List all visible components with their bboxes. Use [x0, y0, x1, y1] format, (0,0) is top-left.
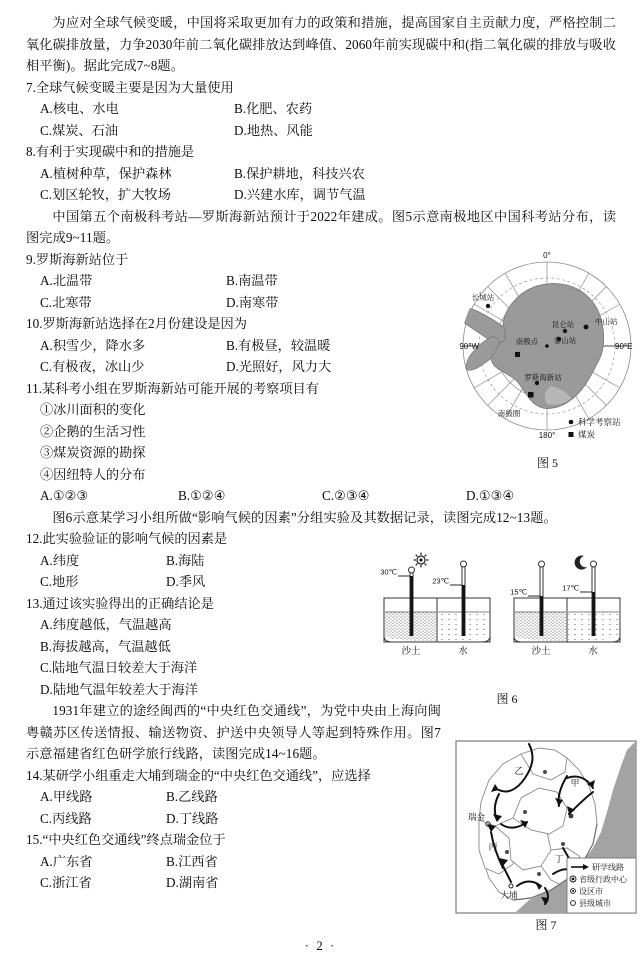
- fig7-legend-label-route: 研学线路: [592, 863, 624, 872]
- q12-option-c[interactable]: C.地形: [40, 574, 79, 589]
- question-10-stem: 10.罗斯海新站选择在2月份建设是因为: [26, 316, 247, 331]
- fig6-group-night: [510, 556, 620, 657]
- fig7-legend-label-county: 县级城市: [579, 899, 611, 908]
- fig7-route-label-bing: 丙: [488, 842, 498, 852]
- station-dot-kunlun: [563, 329, 567, 333]
- q15-option-b[interactable]: B.江西省: [166, 853, 218, 869]
- q15-option-d[interactable]: D.湖南省: [166, 875, 219, 890]
- q14-option-a[interactable]: A.甲线路: [40, 789, 93, 804]
- q11-option-d[interactable]: D.①③④: [466, 488, 515, 503]
- fig7-route-label-ding: 丁: [554, 854, 564, 864]
- q12-option-a[interactable]: A.纬度: [40, 552, 80, 568]
- passage-experiment: 图6示意某学习小组所做“影响气候的因素”分组实验及其数据记录，读图完成12~13题。: [52, 509, 557, 525]
- q9-option-d[interactable]: D.南寒带: [226, 294, 279, 310]
- fig6-temp-water-day: 23℃: [432, 576, 449, 586]
- fig6-material-label-water-night: 水: [588, 647, 598, 657]
- question-8-options-row-1: [26, 163, 616, 185]
- page-number: · 2 ·: [304, 938, 337, 953]
- station-dot-changcheng: [486, 304, 490, 308]
- fig6-temp-sand-day: 30℃: [380, 567, 397, 577]
- fig5-station-label-zhongshan: 中山站: [595, 317, 618, 326]
- q15-option-a[interactable]: A.广东省: [40, 853, 93, 869]
- q13-option-b[interactable]: B.海拔越高，气温越低: [40, 638, 171, 654]
- fig5-legend: [569, 417, 622, 440]
- question-8-stem: 8.有利于实现碳中和的措施是: [26, 144, 195, 159]
- q10-option-a[interactable]: A.积雪少，降水多: [40, 337, 146, 353]
- passage-redline: 1931年建立的途经闽西的“中央红色交通线”，为党中央由上海向闽粤赣苏区传送情报、输送物资、护送中央领导人等起到特殊作用。图7示意福建省红色研学旅行线路，读图完成14~16题。: [26, 703, 441, 761]
- question-14-options-row-2: [26, 808, 455, 830]
- question-7-options-row-2: [26, 120, 616, 142]
- q11-option-a[interactable]: A.①②③: [40, 488, 89, 503]
- fig7-legend-label-prefecture: 设区市: [579, 887, 603, 896]
- fig5-station-label-rosssea: 罗斯海新站: [524, 373, 562, 382]
- figure-7-fujian-map: [455, 740, 637, 940]
- fig6-material-label-sand-night: 沙土: [531, 647, 551, 657]
- question-12-stem: 12.此实验验证的影响气候的因素是: [26, 531, 228, 546]
- q9-option-a[interactable]: A.北温带: [40, 273, 93, 288]
- figure-5-caption: 图 5: [536, 456, 558, 470]
- coal-marker-1: [515, 352, 520, 357]
- fig5-legend-label-coal: 煤炭: [578, 429, 596, 440]
- figure-6-experiment: [378, 552, 636, 712]
- fig7-city-label-dabu: 大埔: [500, 890, 518, 900]
- fig5-label-south-pole: 南极点: [515, 337, 539, 346]
- fig5-station-label-changcheng: 长城站: [471, 293, 495, 302]
- fig7-legend: [567, 858, 636, 913]
- fig5-label-top-meridian: 0°: [543, 251, 551, 260]
- question-9-options-row-1: [26, 270, 460, 292]
- legend-square-icon: [569, 432, 574, 437]
- question-15-options-row-1: [26, 851, 455, 873]
- figure-6-svg: [378, 552, 636, 688]
- fig7-route-label-yi: 乙: [514, 766, 524, 776]
- fig6-temp-water-night: 17℃: [562, 583, 579, 593]
- q11-option-b[interactable]: B.①②④: [178, 488, 226, 503]
- question-7-stem: 7.全球气候变暖主要是因为大量使用: [26, 79, 234, 95]
- sun-icon: [414, 553, 429, 568]
- question-14-stem: 14.某研学小组重走大埔到瑞金的“中央红色交通线”，应选择: [26, 767, 371, 783]
- fig6-temp-sand-night: 15℃: [510, 587, 527, 597]
- question-8-options-row-2: [26, 184, 616, 206]
- q8-option-d[interactable]: D.兴建水库，调节气温: [234, 187, 366, 202]
- fig5-label-right-meridian: 90°E: [615, 342, 633, 351]
- q8-option-a[interactable]: A.植树种草，保护森林: [40, 165, 172, 181]
- q8-option-b[interactable]: B.保护耕地，科技兴农: [234, 165, 365, 181]
- fig5-label-left-meridian: 90°W: [459, 342, 479, 351]
- question-7-options-row-1: [26, 98, 616, 120]
- city-dot-5: [505, 850, 509, 854]
- passage-climate: 为应对全球气候变暖，中国将采取更加有力的政策和措施，提高国家自主贡献力度，严格控制二氧化碳排放量，力争2030年前二氧化碳排放达到峰值、2060年前实现碳中和(指二氧化碳的排放与吸收相平衡)。据此完成7~8题。: [26, 15, 616, 73]
- question-9-options-row-2: [26, 292, 460, 314]
- question-11-options-row: [26, 485, 616, 507]
- q13-option-d[interactable]: D.陆地气温年较差大于海洋: [40, 681, 198, 697]
- passage-antarctic: 中国第五个南极科考站—罗斯海新站预计于2022年建成。图5示意南极地区中国科考站分布，读图完成9~11题。: [26, 208, 616, 245]
- fig5-legend-label-station: 科学考察站: [578, 417, 621, 427]
- figure-5-antarctic-map: [455, 236, 640, 471]
- question-10-options-row-2: [26, 356, 460, 378]
- moon-icon: [575, 556, 587, 570]
- q14-option-b[interactable]: B.乙线路: [166, 789, 218, 804]
- question-11-stem: 11.某科考小组在罗斯海新站可能开展的考察项目有: [26, 380, 319, 396]
- fig6-material-label-water-day: 水: [458, 647, 468, 657]
- question-15-options-row-2: [26, 872, 455, 894]
- figure-5-svg: [455, 236, 640, 451]
- q9-option-c[interactable]: C.北寒带: [40, 294, 92, 310]
- city-dot-1: [543, 770, 547, 774]
- q14-option-d[interactable]: D.丁线路: [166, 810, 219, 826]
- q13-option-a[interactable]: A.纬度越低，气温越高: [40, 617, 172, 632]
- q10-option-b[interactable]: B.有极昼，较温暖: [226, 337, 331, 353]
- south-pole-point: [545, 344, 549, 348]
- q13-option-c[interactable]: C.陆地气温日较差大于海洋: [40, 660, 198, 675]
- q11-item-1: ①冰川面积的变化: [40, 402, 146, 417]
- fig5-label-antarctic-circle: 南极圈: [497, 409, 521, 418]
- figure-7-svg: [455, 740, 637, 914]
- q10-option-c[interactable]: C.有极夜，冰山少: [40, 359, 145, 374]
- q7-option-b[interactable]: B.化肥、农药: [234, 101, 313, 116]
- fig7-legend-label-capital: 省级行政中心: [579, 875, 627, 884]
- coal-marker-2: [528, 392, 534, 398]
- figure-7-caption: 图 7: [535, 918, 557, 932]
- q11-item-4: ④因纽特人的分布: [40, 466, 146, 482]
- station-dot-zhongshan: [584, 325, 589, 330]
- q15-option-c[interactable]: C.浙江省: [40, 875, 92, 890]
- question-10-options-row-1: [26, 335, 460, 357]
- q7-option-c[interactable]: C.煤炭、石油: [40, 122, 119, 138]
- question-12-options-row-1: [26, 550, 395, 572]
- question-14-options-row-1: [26, 786, 455, 808]
- fig5-station-label-kunlun: 昆仑站: [551, 320, 575, 329]
- q9-option-b[interactable]: B.南温带: [226, 273, 278, 288]
- q11-item-3: ③煤炭资源的勘探: [40, 445, 146, 460]
- city-dot-2: [523, 810, 527, 814]
- question-12-options-row-2: [26, 571, 395, 593]
- fig5-label-bottom-meridian: 180°: [538, 431, 556, 440]
- q11-item-2: ②企鹅的生活习性: [40, 423, 146, 439]
- q8-option-c[interactable]: C.划区轮牧，扩大牧场: [40, 187, 171, 202]
- q14-option-c[interactable]: C.丙线路: [40, 810, 92, 826]
- figure-6-caption: 图 6: [496, 692, 518, 706]
- fig5-station-label-taishan: 泰山站: [553, 336, 577, 345]
- q7-option-a[interactable]: A.核电、水电: [40, 101, 119, 116]
- city-dot-4: [561, 842, 565, 846]
- q12-option-d[interactable]: D.季风: [166, 574, 206, 589]
- question-15-stem: 15.“中央红色交通线”终点瑞金位于: [26, 832, 226, 847]
- legend-circle-icon: [569, 420, 574, 425]
- q7-option-d[interactable]: D.地热、风能: [234, 122, 313, 138]
- fig6-group-day: [380, 553, 490, 658]
- fig7-city-label-ruijin: 瑞金: [467, 812, 485, 822]
- question-9-stem: 9.罗斯海新站位于: [26, 251, 129, 267]
- question-13-stem: 13.通过该实验得出的正确结论是: [26, 595, 214, 611]
- city-dot-6: [537, 872, 541, 876]
- fig6-material-label-sand-day: 沙土: [401, 647, 421, 657]
- legend-provincial-capital-dot: [572, 878, 575, 881]
- legend-prefecture-city-dot: [572, 890, 574, 892]
- q10-option-d[interactable]: D.光照好，风力大: [226, 359, 332, 374]
- fig7-route-label-jia: 甲: [570, 778, 580, 788]
- q12-option-b[interactable]: B.海陆: [166, 552, 205, 568]
- q11-option-c[interactable]: C.②③④: [322, 488, 370, 503]
